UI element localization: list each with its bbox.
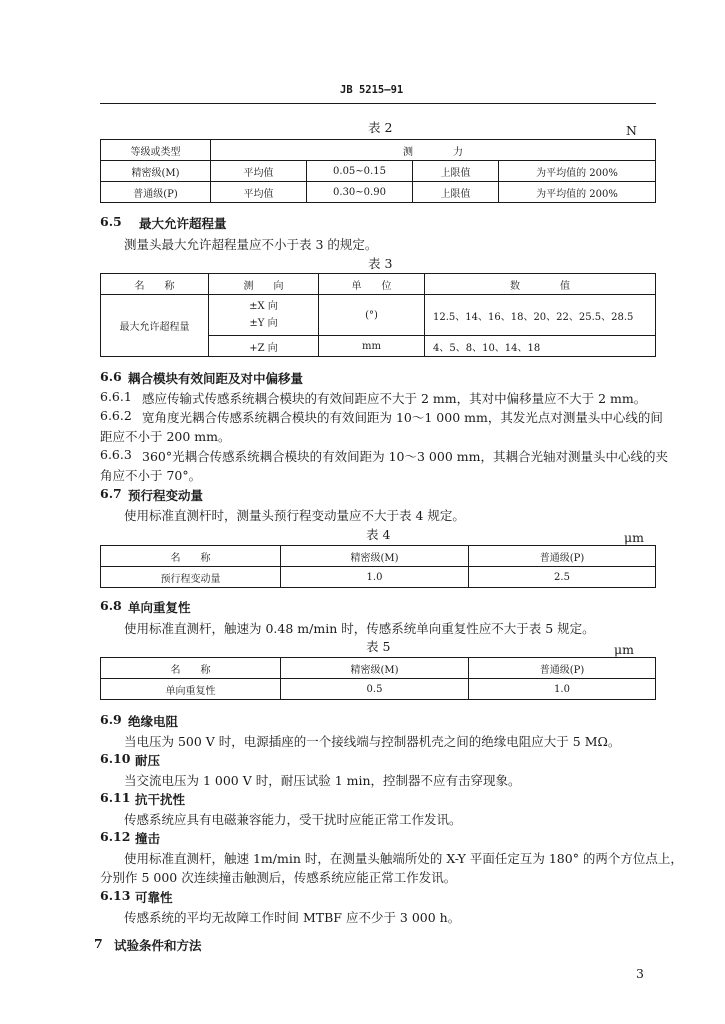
table-row (101, 140, 656, 161)
section-6-8-text: 使用标准直测杆，触速为 0.48 m/min 时，传感系统单向重复性应不大于表 5 规定。 (124, 621, 595, 636)
table-cell: 0.30~0.90 (307, 182, 413, 203)
table-row (101, 567, 656, 588)
table3 (100, 273, 656, 357)
section-6-9-text: 当电压为 500 V 时，电源插座的一个接线端与控制器机壳之间的绝缘电阻应大于 5 MΩ。 (124, 734, 621, 749)
table-cell: 单 位 (319, 274, 425, 295)
section-7-heading: 试验条件和方法 (114, 938, 202, 953)
section-6-5-text: 测量头最大允许超程量应不小于表 3 的规定。 (124, 237, 378, 252)
table-cell: 测 力 (211, 140, 656, 161)
page-number: 3 (636, 966, 644, 981)
section-6-9-heading: 绝缘电阻 (128, 714, 179, 729)
table-cell: 为平均值的 200% (499, 161, 656, 182)
table-cell: 1.0 (469, 679, 656, 700)
para-6-6-2-line1: 宽角度光耦合传感系统耦合模块的有效间距为 10～1 000 mm，其发光点对测量头中心线的间 (142, 410, 663, 425)
section-6-11-text: 传感系统应具有电磁兼容能力，受干扰时应能正常工作发讯。 (124, 812, 462, 827)
table3-caption: 表 3 (368, 256, 393, 271)
section-6-5-number: 6.5 (100, 214, 122, 229)
section-6-11-number: 6.11 (100, 790, 131, 805)
section-7-number: 7 (94, 936, 103, 951)
table-row (101, 679, 656, 700)
table2-caption: 表 2 (368, 120, 393, 135)
table-cell: 名 称 (101, 658, 281, 679)
section-6-7-text: 使用标准直测杆时，测量头预行程变动量应不大于表 4 规定。 (124, 508, 465, 523)
document-code: JB 5215—91 (340, 84, 404, 96)
para-6-6-2-number: 6.6.2 (100, 408, 132, 423)
table-cell: 4、5、8、10、14、18 (425, 336, 656, 357)
table-cell: +Z 向 (209, 336, 319, 357)
table-cell (209, 295, 319, 336)
table-row (101, 546, 656, 567)
table-cell: 为平均值的 200% (499, 182, 656, 203)
section-6-8-heading: 单向重复性 (128, 600, 191, 615)
table-row (101, 274, 656, 295)
table-cell: 普通级(P) (469, 658, 656, 679)
section-6-12-line1: 使用标准直测杆，触速 1m/min 时，在测量头触端所处的 X-Y 平面任定互为 180° 的两个方位点上， (124, 851, 683, 866)
section-6-11-heading: 抗干扰性 (135, 792, 186, 807)
para-6-6-3-number: 6.6.3 (100, 447, 132, 462)
section-6-12-line2: 分别作 5 000 次连续撞击触测后，传感系统应能正常工作发讯。 (100, 870, 457, 885)
table-cell: 最大允许超程量 (101, 295, 209, 357)
section-6-13-text: 传感系统的平均无故障工作时间 MTBF 应不少于 3 000 h。 (124, 910, 461, 925)
para-6-6-1: 感应传输式传感系统耦合模块的有效间距应不大于 2 mm，其对中偏移量应不大于 2 mm。 (142, 391, 647, 406)
table-cell: 平均值 (211, 182, 307, 203)
section-6-6-heading: 耦合模块有效间距及对中偏移量 (128, 371, 304, 386)
section-6-12-number: 6.12 (100, 829, 131, 844)
section-6-8-number: 6.8 (100, 598, 122, 613)
section-6-7-number: 6.7 (100, 486, 122, 501)
table-cell: 0.5 (281, 679, 469, 700)
table5-caption: 表 5 (366, 639, 391, 654)
section-6-13-heading: 可靠性 (135, 890, 173, 905)
table-cell: 平均值 (211, 161, 307, 182)
section-6-12-heading: 撞击 (135, 831, 161, 846)
table-cell: mm (319, 336, 425, 357)
section-6-5-heading: 最大允许超程量 (139, 216, 227, 231)
table-cell: 名 称 (101, 546, 281, 567)
table4-unit: μm (624, 530, 644, 545)
table-cell: 1.0 (281, 567, 469, 588)
section-6-10-heading: 耐压 (135, 753, 161, 768)
table-cell: 名 称 (101, 274, 209, 295)
para-6-6-3-line2: 角应不小于 70°。 (100, 468, 202, 483)
section-6-10-number: 6.10 (100, 751, 131, 766)
table-cell: 测 向 (209, 274, 319, 295)
section-6-9-number: 6.9 (100, 712, 122, 727)
table4 (100, 545, 656, 588)
para-6-6-3-line1: 360°光耦合传感系统耦合模块的有效间距为 10～3 000 mm，其耦合光轴对测量头中心线的夹 (142, 449, 668, 464)
table-cell: 精密级(M) (101, 161, 211, 182)
table-cell: 预行程变动量 (101, 567, 281, 588)
table-row (101, 182, 656, 203)
table-cell: 上限值 (413, 161, 499, 182)
dir-x-label: ±X 向 (249, 301, 278, 312)
table-cell: 上限值 (413, 182, 499, 203)
header-rule (100, 103, 656, 104)
section-6-13-number: 6.13 (100, 888, 131, 903)
section-6-10-text: 当交流电压为 1 000 V 时，耐压试验 1 min，控制器不应有击穿现象。 (124, 773, 521, 788)
table2 (100, 139, 656, 203)
table4-caption: 表 4 (366, 527, 391, 542)
table-cell: 12.5、14、16、18、20、22、25.5、28.5 (425, 295, 656, 336)
table-cell: 普通级(P) (101, 182, 211, 203)
table-row (101, 295, 656, 336)
table5 (100, 657, 656, 700)
para-6-6-2-line2: 距应不小于 200 mm。 (100, 429, 231, 444)
table-row (101, 161, 656, 182)
table-cell: (°) (319, 295, 425, 336)
table2-unit: N (626, 123, 637, 138)
table-cell: 精密级(M) (281, 658, 469, 679)
dir-y-label: ±Y 向 (249, 318, 278, 329)
table-cell: 单向重复性 (101, 679, 281, 700)
section-6-6-number: 6.6 (100, 369, 122, 384)
table-cell: 精密级(M) (281, 546, 469, 567)
table5-unit: μm (614, 642, 634, 657)
table-cell: 2.5 (469, 567, 656, 588)
table-cell: 普通级(P) (469, 546, 656, 567)
table-row (101, 658, 656, 679)
table-cell: 数 值 (425, 274, 656, 295)
section-6-7-heading: 预行程变动量 (128, 488, 204, 503)
table-cell: 0.05~0.15 (307, 161, 413, 182)
table-cell: 等级或类型 (101, 140, 211, 161)
para-6-6-1-number: 6.6.1 (100, 389, 132, 404)
